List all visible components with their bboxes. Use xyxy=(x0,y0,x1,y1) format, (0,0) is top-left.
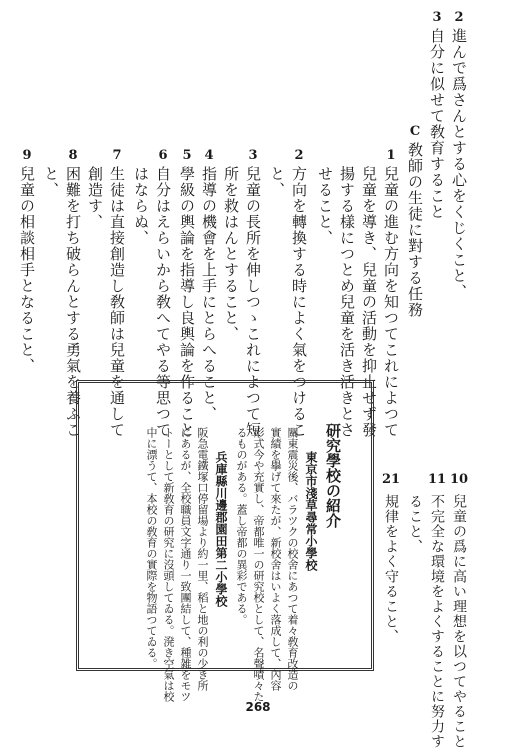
item-number: 11 xyxy=(427,472,447,487)
item-number: 3 xyxy=(432,10,442,25)
item-line: ること、 xyxy=(407,494,423,554)
item-number: 5 xyxy=(182,148,192,163)
item-line: 規律をよく守ること、 xyxy=(383,494,399,644)
item-line: 兒童の長所を伸しつゝこれによつて短 xyxy=(244,166,262,438)
item-line: と、 xyxy=(268,166,286,198)
box-title: 研究學校の紹介 xyxy=(324,423,342,528)
item-number: 2 xyxy=(294,148,304,163)
item-line: 學級の輿論を指導し良輿論を作ること xyxy=(178,166,196,438)
school1-line: 實績を擧げて來たが、新校舍はいよく落成して、內容 xyxy=(269,427,282,691)
item-line: 進んで爲さんとする心をくじくこと、 xyxy=(450,28,468,300)
item-number: 1 xyxy=(386,148,396,163)
school2-line: にあるが、全校職員文字通り一致團結して、種雑をモツ xyxy=(179,427,192,702)
item-number: 4 xyxy=(204,148,214,163)
item-number: 21 xyxy=(381,472,401,487)
item-line: 兒童の進む方向を知つてこれによつて xyxy=(382,166,400,438)
item-line: はならぬ、 xyxy=(132,166,150,246)
item-line: 指導の機會を上手にとらへること、 xyxy=(200,166,218,422)
item-line: 揚する樣につとめ兒童を活き活きとさ xyxy=(338,166,356,438)
item-line: 不完全な環境をよくすることに努力す xyxy=(429,494,445,749)
item-number: 7 xyxy=(112,148,122,163)
item-line: 方向を轉換する時によく氣をつけるこ xyxy=(290,166,308,438)
school1-line: 關東震災後、バラツクの校舍にあつて着々敎育改造の xyxy=(286,427,299,691)
item-number: 10 xyxy=(449,472,469,487)
item-line: 生徒は直接創造し敎師は兒童を通して xyxy=(108,166,126,438)
item-line: 創造す、 xyxy=(86,166,104,230)
item-line: 自分はえらいから敎へてやる等思つて xyxy=(154,166,172,438)
school1-line: 形式今や充實し、帝都唯一の研究校として、名聲嘖々た xyxy=(252,427,265,702)
item-number: 2 xyxy=(454,10,464,25)
item-line: 敎師の生徒に對する任務 xyxy=(406,142,424,318)
item-number: 6 xyxy=(158,148,168,163)
page-number: 268 xyxy=(245,700,271,714)
item-line: 兒童の相談相手となること、 xyxy=(18,166,36,374)
item-number: 8 xyxy=(68,148,78,163)
item-line: 兒童を導き、兒童の活動を抑止せず發 xyxy=(360,166,378,438)
school2-line: トーとして新敎育の研究に沒頭してゐる。溌き空氣は校 xyxy=(162,427,175,702)
item-line: 自分に似せて敎育すること xyxy=(428,28,446,220)
item-line: 兒童の爲に高い理想を以つてやること xyxy=(451,494,467,749)
item-line: せること、 xyxy=(316,166,334,246)
school2-line: 中に漂うて、本校の敎育の實際を物語つてゐる。 xyxy=(145,427,158,669)
school2-line: 阪急電鐵塚口停留場より約一里、稻と地の利の少き所 xyxy=(196,427,209,691)
item-number: C xyxy=(409,124,421,139)
item-number: 9 xyxy=(22,148,32,163)
school1-line: るものがある。蓋し帝都の異彩である。 xyxy=(235,427,248,625)
school1-name: 東京市淺草尋常小學校 xyxy=(304,451,318,571)
school-introduction-box xyxy=(76,380,374,702)
item-number: 3 xyxy=(248,148,258,163)
school2-name: 兵庫縣川邊郡園田第二小學校 xyxy=(214,451,228,607)
item-line: 所を救はんとすること、 xyxy=(222,166,240,342)
item-line: と、 xyxy=(42,166,60,198)
item-line: 困難を打ち破らんとする勇氣を養ふこ xyxy=(64,166,82,438)
